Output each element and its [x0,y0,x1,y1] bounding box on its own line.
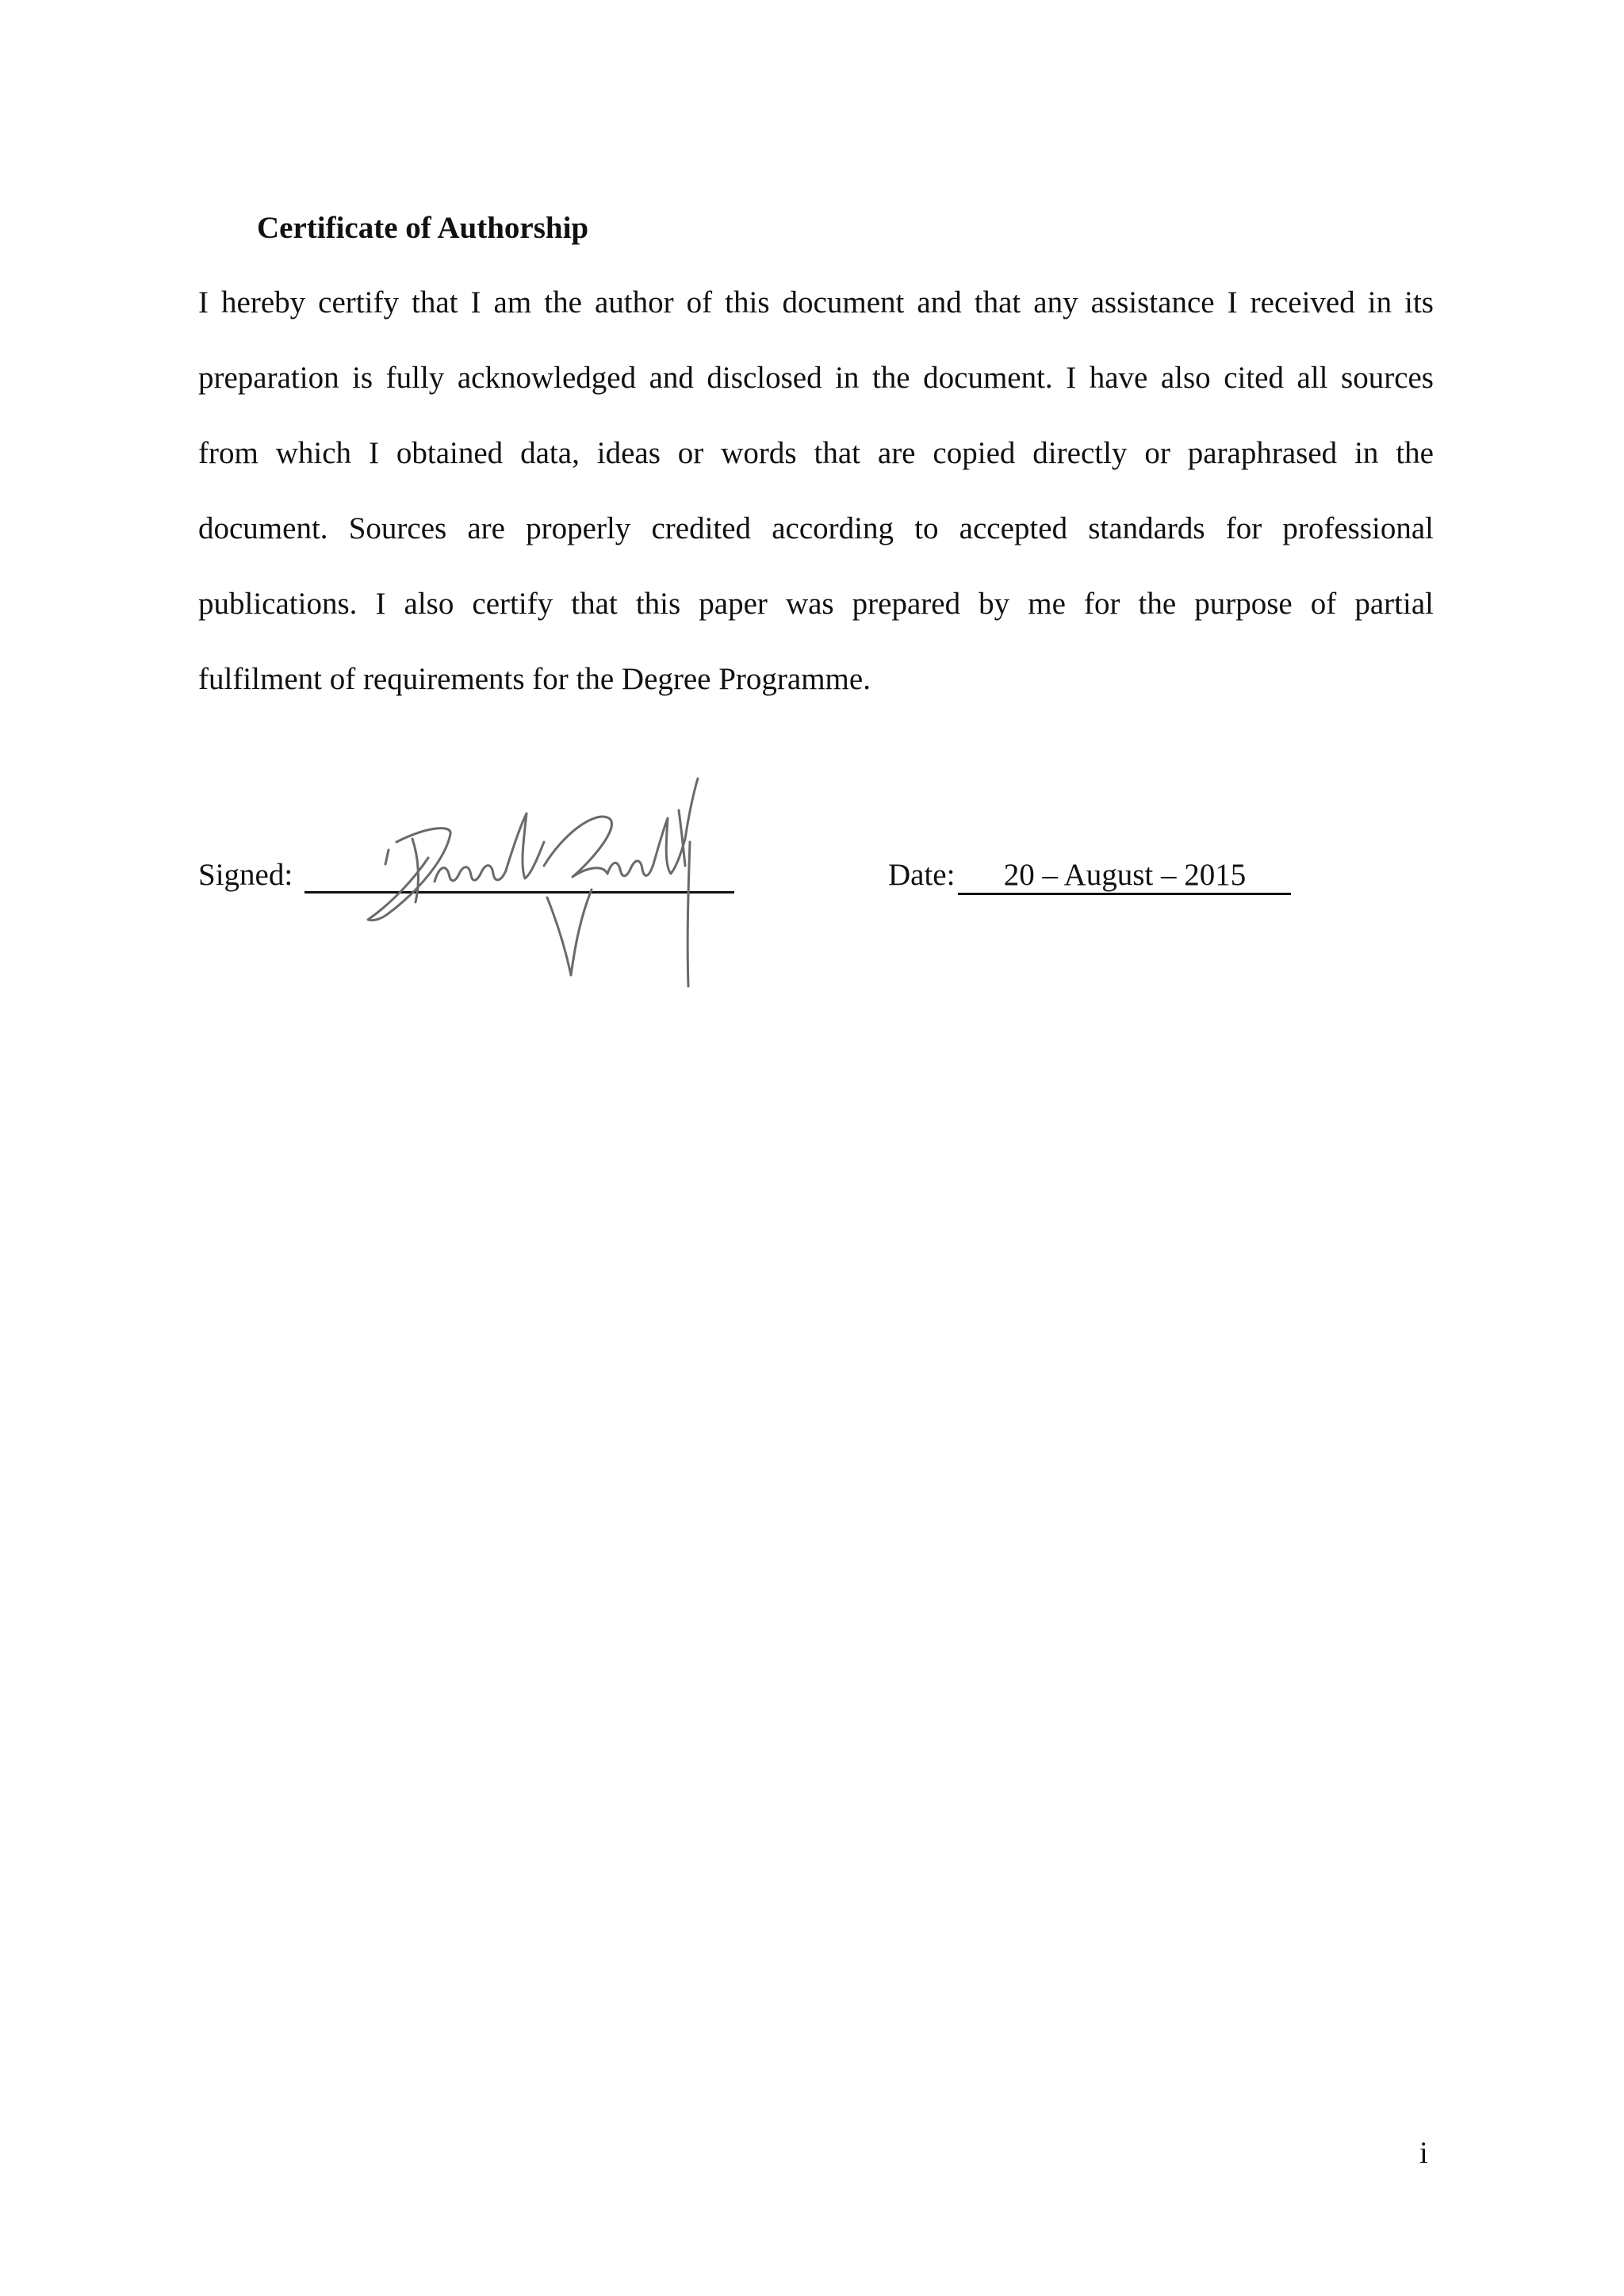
page-number: i [1419,2136,1428,2170]
date-label: Date: [888,858,956,892]
signed-label: Signed: [198,858,293,892]
paragraph-line-5: publications. I also certify that this paper was prepared by me for the purpose of partial [198,587,1434,621]
paragraph-line-6: fulfilment of requirements for the Degree Programme. [198,662,871,696]
paragraph-line-4: document. Sources are properly credited according to accepted standards for professional [198,511,1434,545]
paragraph-line-1: I hereby certify that I am the author of this document and that any assistance I received in its [198,285,1434,320]
certificate-heading: Certificate of Authorship [257,211,589,245]
paragraph-line-3: from which I obtained data, ideas or words that are copied directly or paraphrased in the [198,436,1434,470]
date-field [888,855,1291,896]
date-value: 20 – August – 2015 [958,858,1291,895]
handwritten-signature [357,763,722,988]
paragraph-line-2: preparation is fully acknowledged and disclosed in the document. I have also cited all sources [198,361,1434,395]
